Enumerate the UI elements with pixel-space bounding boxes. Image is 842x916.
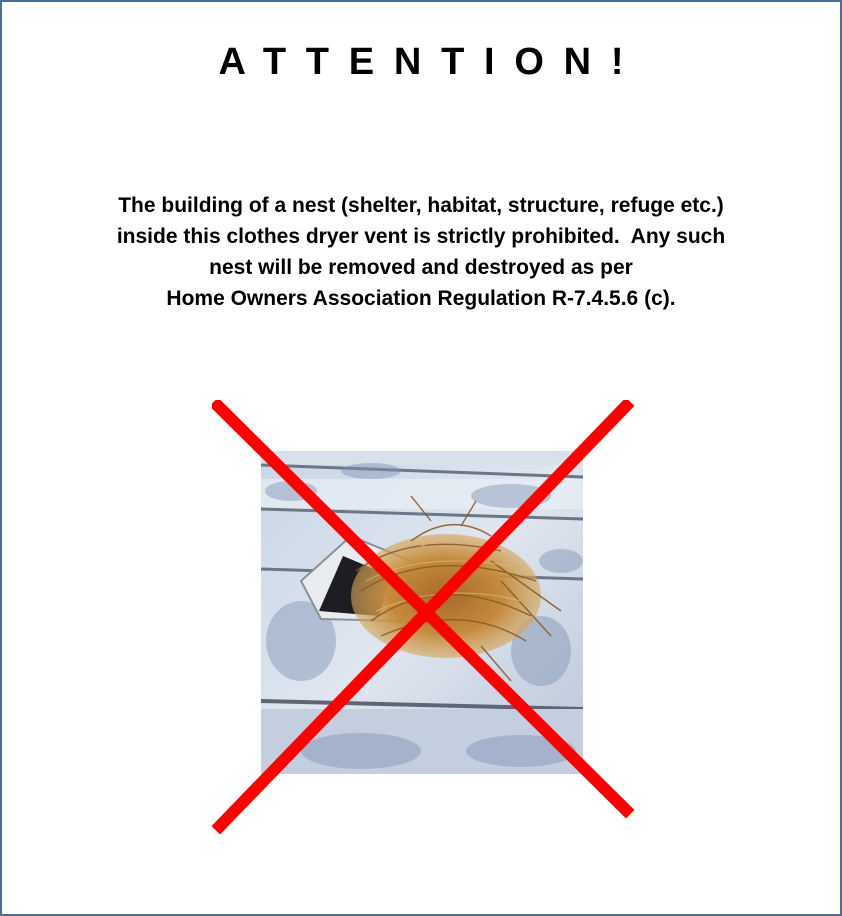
notice-line-3: nest will be removed and destroyed as per <box>209 256 633 279</box>
sign-title: ATTENTION! <box>218 41 644 83</box>
notice-line-4: Home Owners Association Regulation R-7.4.5.6 (c). <box>166 287 676 310</box>
notice-text <box>42 190 800 314</box>
prohibited-x-icon <box>212 400 636 834</box>
notice-line-2: inside this clothes dryer vent is strictly prohibited. Any such <box>116 225 726 248</box>
notice-line-1: The building of a nest (shelter, habitat, structure, refuge etc.) <box>118 194 724 217</box>
